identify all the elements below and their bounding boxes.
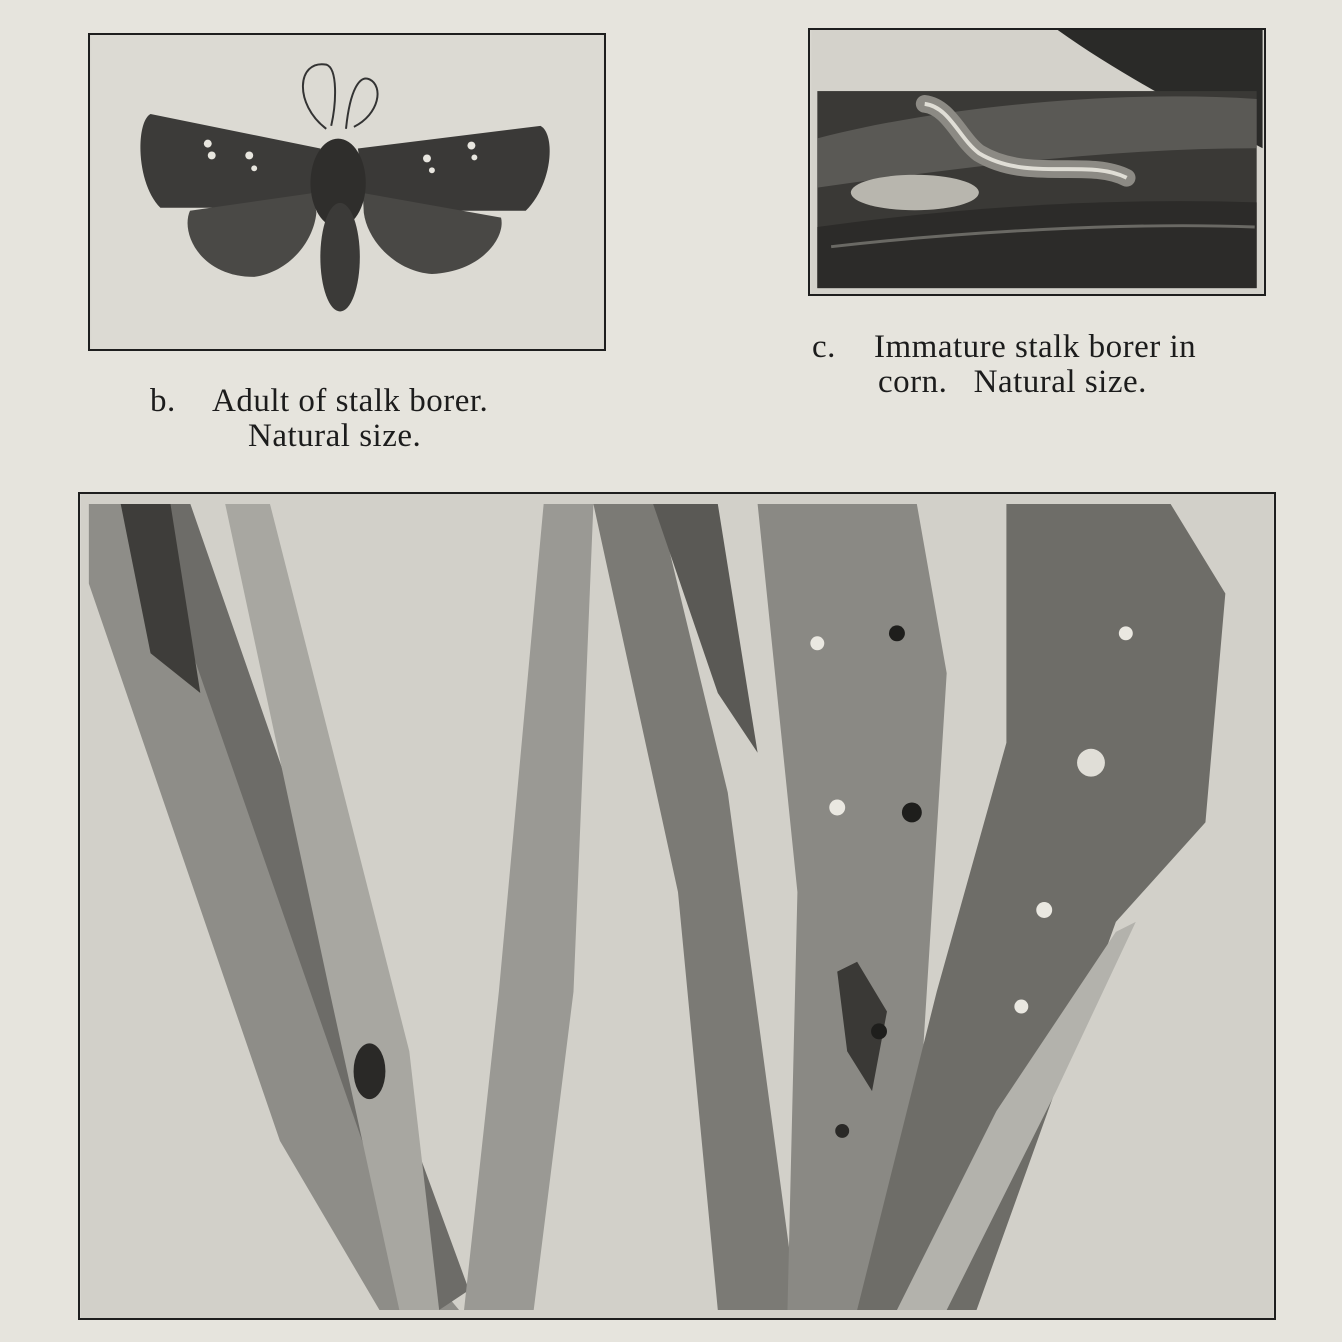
moth-image — [90, 35, 604, 349]
damaged-corn-photo — [78, 492, 1276, 1320]
figure-letter: c. — [812, 329, 836, 365]
caption-adult — [150, 384, 488, 454]
adult-moth-photo — [88, 33, 606, 351]
figure-letter: b. — [150, 383, 176, 419]
damaged-corn-stalks-image — [80, 494, 1274, 1318]
caption-immature — [812, 330, 1196, 400]
caption-text: corn. Natural size. — [878, 364, 1147, 400]
immature-stalk-borer-photo — [808, 28, 1266, 296]
caption-text: Natural size. — [248, 418, 422, 454]
caption-text: Immature stalk borer in — [874, 329, 1197, 365]
stalk-borer-larva-image — [810, 30, 1264, 294]
caption-text: Adult of stalk borer. — [212, 383, 489, 419]
